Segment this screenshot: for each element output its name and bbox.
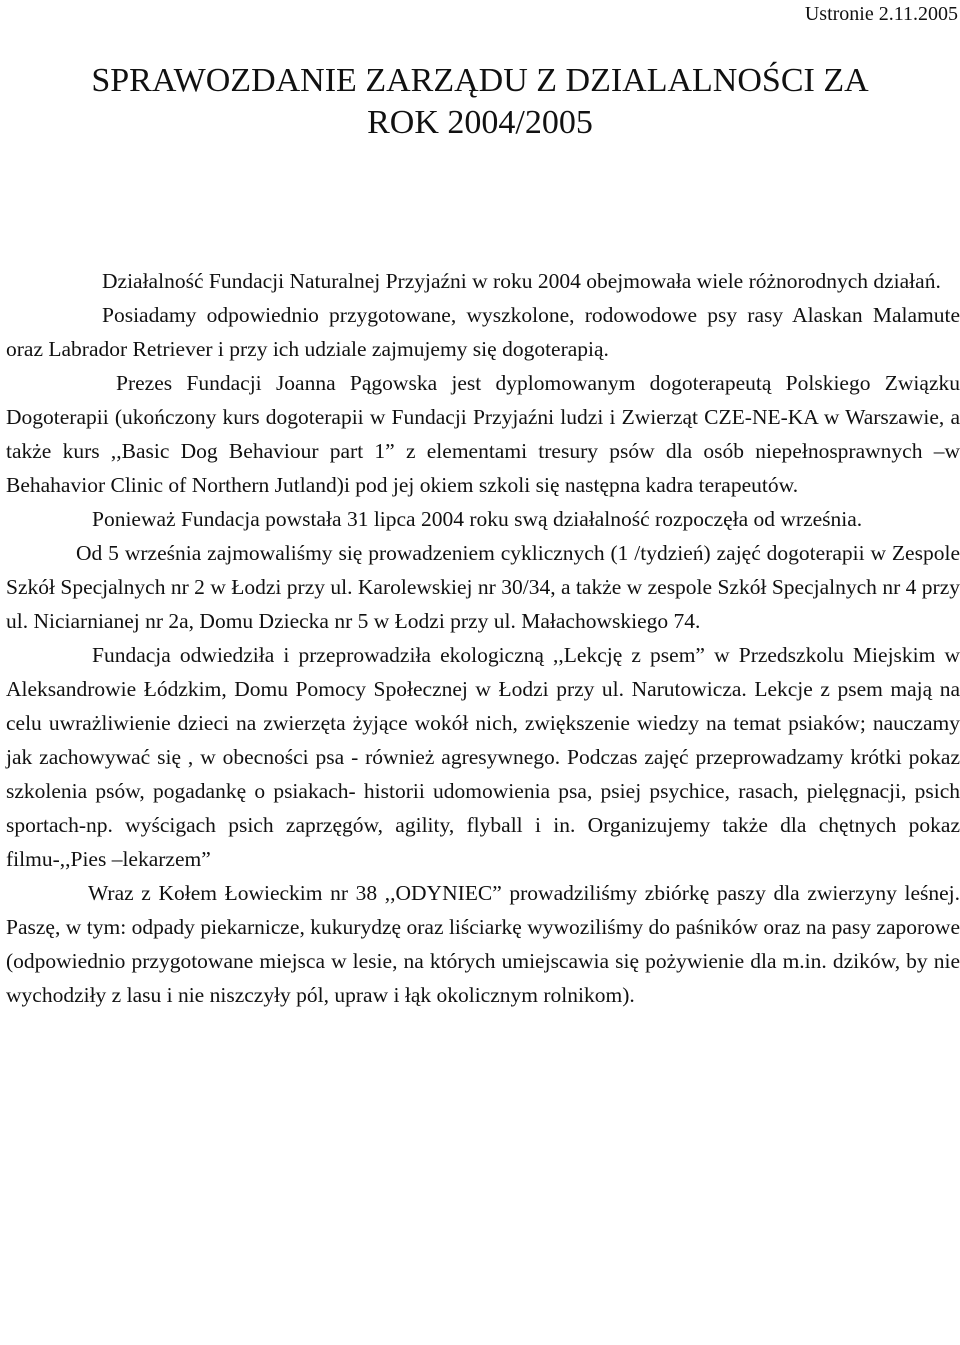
- paragraph-intro: Działalność Fundacji Naturalnej Przyjaźni w roku 2004 obejmowała wiele różnorodnych działań.: [102, 269, 941, 293]
- paragraph-founding: Ponieważ Fundacja powstała 31 lipca 2004 roku swą działalność rozpoczęła od września.: [92, 507, 863, 531]
- document-title: [0, 60, 960, 144]
- paragraph-dogs: Posiadamy odpowiednio przygotowane, wyszkolone, rodowodowe psy rasy Alaskan Malamute oraz Labrador Retriever i przy ich udziale zajmujemy się dogoterapią.: [6, 303, 960, 361]
- paragraph-classes: Od 5 września zajmowaliśmy się prowadzeniem cyklicznych (1 /tydzień) zajęć dogoterapii w Zespole Szkół Specjalnych nr 2 w Łodzi przy ul. Karolewskiej nr 30/34, a także w zespole Szkół Specjalnych nr 4 przy ul. Niciarnianej nr 2a, Domu Dziecka nr 5 w Łodzi przy ul. Małachowskiego 74.: [6, 541, 960, 633]
- report-body: [6, 264, 960, 1012]
- paragraph-lessons: Fundacja odwiedziła i przeprowadziła ekologiczną ,,Lekcję z psem” w Przedszkolu Miejskim w Aleksandrowie Łódzkim, Domu Pomocy Społecznej w Łodzi przy ul. Narutowicza. Lekcje z psem mają na celu uwrażliwienie dzieci na zwierzęta żyjące wokół nich, zwiększenie wiedzy na temat psiaków; nauczamy jak zachowywać się , w obecności psa - również agresywnego. Podczas zajęć przeprowadzamy krótki pokaz szkolenia psów, pogadankę o psiakach- historii udomowienia psa, psiej psychice, rasach, pielęgnacji, psich sportach-np. wyścigach psich zaprzęgów, agility, flyball i in. Organizujemy także dla chętnych pokaz filmu-,,Pies –lekarzem”: [6, 643, 960, 871]
- paragraph-president: Prezes Fundacji Joanna Pągowska jest dyplomowanym dogoterapeutą Polskiego Związku Dogoterapii (ukończony kurs dogoterapii w Fundacji Przyjaźni ludzi i Zwierząt CZE-NE-KA w Warszawie, a także kurs ,,Basic Dog Behaviour part 1” z elementami tresury psów dla osób niepełnosprawnych –w Behahavior Clinic of Northern Jutland)i pod jej okiem szkoli się następna kadra terapeutów.: [6, 371, 960, 497]
- title-line-2: ROK 2004/2005: [367, 104, 593, 141]
- paragraph-feed-collection: Wraz z Kołem Łowieckim nr 38 ,,ODYNIEC” prowadziliśmy zbiórkę paszy dla zwierzyny leśnej. Paszę, w tym: odpady piekarnicze, kukurydzę oraz liściarkę wywoziliśmy do paśników oraz na pasy zaporowe (odpowiednio przygotowane miejsca w lesie, na których umiejscawia się pożywienie dla m.in. dzików, by nie wychodziły z lasu i nie niszczyły pól, upraw i łąk okolicznym rolnikom).: [6, 881, 960, 1007]
- title-line-1: SPRAWOZDANIE ZARZĄDU Z DZIALALNOŚCI ZA: [91, 62, 869, 99]
- document-date: Ustronie 2.11.2005: [804, 3, 958, 25]
